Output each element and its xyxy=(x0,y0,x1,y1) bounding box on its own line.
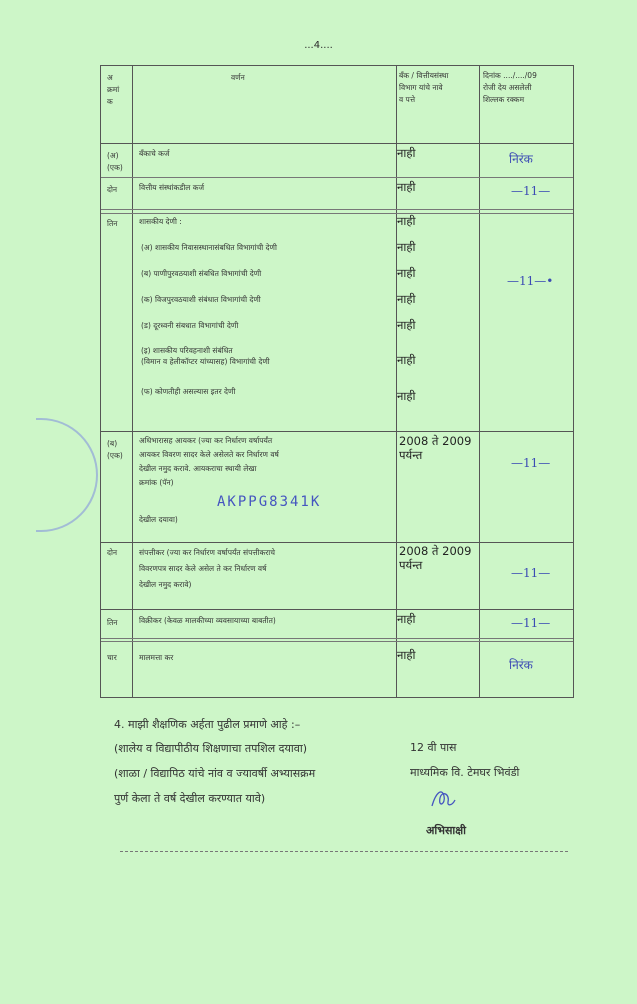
row3-item: (ड) दूरध्वनी संबधात विभागांची देणी xyxy=(141,321,239,330)
section4-line4: पुर्ण केला ते वर्ष देखील करण्यात यावे) xyxy=(114,792,266,805)
row3-amount: —11—• xyxy=(507,274,554,288)
page-number: ...4.... xyxy=(304,40,333,51)
section4-line3: (शाळा / विद्यापिठ यांचे नांव व ज्यावर्षी अभ्यासक्रम xyxy=(114,767,316,780)
header-bank: बँक / वित्तीयसंस्था विभाग यांचे नावे व पत्ते xyxy=(399,71,449,104)
row3-item: (फ) कोणतीही असल्यास इतर देणी xyxy=(141,387,236,396)
row3-item: (क) विजपुरवठयाशी संबंधात विभागांची देणी xyxy=(141,295,261,304)
row5-description: संपत्तीकर (ज्या कर निर्धारण वर्षापर्यंत संपत्तीकराचे विवरणपत्र सादर केले असेल ते कर निर्धारण वर्ष देखील नमुद करावे) xyxy=(139,548,276,589)
row1-amount: निरंक xyxy=(509,152,533,166)
row3-item: (अ) शासकीय निवासस्थानासंबधित विभागांची देणी xyxy=(141,243,277,252)
row3-bank: नाही xyxy=(397,214,416,228)
row7-description: मालमत्ता कर xyxy=(139,653,174,662)
row5-number: दोन xyxy=(107,548,118,557)
signer-label: अभिसाक्षी xyxy=(426,824,467,837)
row3-bank: नाही xyxy=(397,318,416,332)
row2-bank: नाही xyxy=(397,180,416,194)
row7-number: चार xyxy=(107,653,117,662)
row6-description: विक्रीकर (केवळ मालकीच्या व्यवसायाच्या बाबतीत) xyxy=(139,616,276,625)
row6-amount: —11— xyxy=(511,616,551,630)
row4-number: (ब) (एक) xyxy=(107,439,123,460)
row6-bank: नाही xyxy=(397,612,416,626)
row3-description: शासकीय देणी : xyxy=(139,217,182,226)
row4-period: 2008 ते 2009 पर्यन्त xyxy=(399,434,472,462)
row2-description: वित्तीय संस्थांकडील कर्ज xyxy=(139,183,205,192)
seal-stamp-mark xyxy=(36,418,98,532)
row3-bank: नाही xyxy=(397,240,416,254)
row6-number: तिन xyxy=(107,618,118,627)
education-answer: 12 वी पास xyxy=(410,741,457,754)
row5-amount: —11— xyxy=(511,566,551,580)
header-description: वर्णन xyxy=(231,73,245,82)
header-serial: अ क्रमां क xyxy=(107,73,120,106)
row3-number: तिन xyxy=(107,219,118,228)
row3-item: (इ) शासकीय परिवहनाशी संबंधित (विमान व हेलीकॉप्टर यांच्यासह) विभागांची देणी xyxy=(141,346,270,366)
section4-heading: 4. माझी शैक्षणिक अर्हता पुढील प्रमाणे आहे :– xyxy=(114,718,301,731)
row3-bank: नाही xyxy=(397,292,416,306)
row2-amount: —11— xyxy=(511,184,551,198)
row4-description-end: देखील दयावा) xyxy=(139,515,178,524)
signature-icon xyxy=(428,786,458,812)
row7-bank: नाही xyxy=(397,648,416,662)
row3-bank: नाही xyxy=(397,389,416,403)
liabilities-table xyxy=(100,65,574,698)
section4-line2: (शालेय व विद्यापीठीय शिक्षणाचा तपशिल दयावा) xyxy=(114,742,308,755)
row1-description: बँकाचे कर्ज xyxy=(139,149,170,158)
row4-amount: —11— xyxy=(511,456,551,470)
row4-description: अधिभारासह आयकर (ज्या कर निर्धारण वर्षापर्यंत आयकर विवरण सादर केले असेलते कर निर्धारण वर्ष देखील नमुद करावे. आयकराचा स्थायी लेखा क्रमांक (पॅन) xyxy=(139,436,279,487)
row7-amount: निरंक xyxy=(509,658,533,672)
divider-line xyxy=(120,851,568,852)
row3-bank: नाही xyxy=(397,353,416,367)
row5-period: 2008 ते 2009 पर्यन्त xyxy=(399,544,472,572)
school-name: माध्यमिक वि. टेमघर भिवंडी xyxy=(410,766,520,779)
row1-bank: नाही xyxy=(397,146,416,160)
row2-number: दोन xyxy=(107,185,118,194)
pan-number: AKPPG8341K xyxy=(217,494,322,510)
header-amount: दिनांक ..../..../09 रोजी देय असलेली शिल्लक रक्कम xyxy=(483,71,537,104)
row3-bank: नाही xyxy=(397,266,416,280)
row3-item: (ब) पाणीपुरवठयाशी संबधित विभागांची देणी xyxy=(141,269,262,278)
row1-number: (अ) (एक) xyxy=(107,151,123,172)
